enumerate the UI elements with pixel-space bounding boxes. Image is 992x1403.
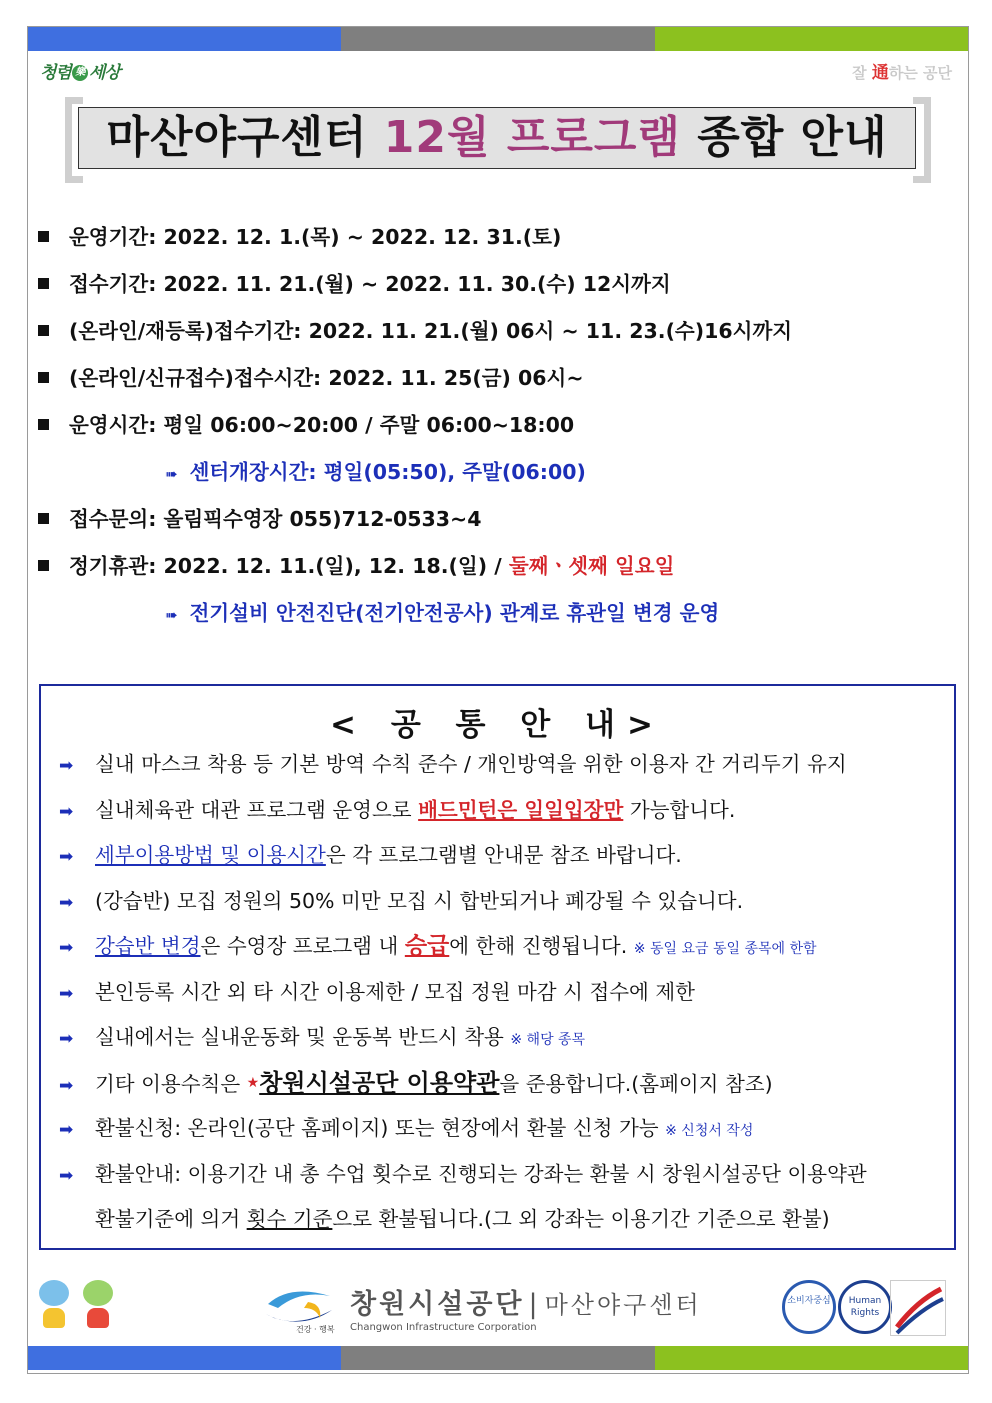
corp-name xyxy=(350,1282,702,1321)
arrow-icon: ➡ xyxy=(59,892,74,913)
certification-badge xyxy=(890,1280,946,1336)
notice-highlight: 창원시설공단 이용약관 xyxy=(259,1068,500,1097)
stripe-blue xyxy=(28,27,341,51)
slogan-accent: 通 xyxy=(871,63,889,83)
notice-highlight: 세부이용방법 및 이용시간 xyxy=(95,843,326,867)
title-highlight: 12월 프로그램 xyxy=(383,112,681,163)
star-icon: ★ xyxy=(246,1074,260,1091)
info-online-new xyxy=(38,359,938,406)
bottom-color-stripe xyxy=(28,1346,968,1370)
square-bullet-icon xyxy=(38,513,49,524)
notice-item xyxy=(59,970,949,1016)
logo-text: 세상 xyxy=(88,63,120,83)
notice-text: 환불기준에 의거 xyxy=(95,1207,247,1231)
notice-item xyxy=(59,1152,949,1198)
divider: | xyxy=(528,1289,541,1320)
square-bullet-icon xyxy=(38,278,49,289)
certification-emblem-icon xyxy=(891,1281,945,1335)
arrow-icon: ➡ xyxy=(59,1165,74,1186)
arrow-icon: ➡ xyxy=(59,1029,74,1049)
slogan-text: 하는 공단 xyxy=(888,64,952,82)
notice-text: 기타 이용수칙은 xyxy=(95,1071,247,1096)
center-name: 마산야구센터 xyxy=(544,1291,702,1319)
mascot-icon xyxy=(80,1280,116,1328)
arrow-icon: ➠ xyxy=(165,465,178,483)
stripe-gray xyxy=(341,27,654,51)
stripe-green xyxy=(655,27,968,51)
stripe-gray xyxy=(341,1346,654,1370)
notice-item-continued xyxy=(59,1197,949,1243)
notice-title: < 공 통 안 내> xyxy=(330,707,665,743)
notice-note: ※ 신청서 작성 xyxy=(665,1123,754,1139)
info-text: (온라인/재등록)접수기간: 2022. 11. 21.(월) 06시 ~ 11. 23.(수)16시까지 xyxy=(69,319,793,343)
arrow-icon: ➡ xyxy=(59,938,74,958)
info-text: 접수기간: 2022. 11. 21.(월) ~ 2022. 11. 30.(수) 12시까지 xyxy=(69,272,671,296)
notice-item xyxy=(59,1015,949,1061)
info-text: 운영시간: 평일 06:00~20:00 / 주말 06:00~18:00 xyxy=(69,413,575,437)
common-notice-box xyxy=(39,684,956,1250)
notice-text: (강습반) 모집 정원의 50% 미만 모집 시 합반되거나 폐강될 수 있습니다. xyxy=(95,888,744,913)
info-closed xyxy=(38,547,938,594)
title-part: 종합 안내 xyxy=(680,112,888,163)
notice-text: 은 수영장 프로그램 내 xyxy=(200,934,405,958)
corp-name-text: 창원시설공단 xyxy=(350,1289,525,1320)
notice-item xyxy=(59,1106,949,1152)
notice-note: ※ 해당 종목 xyxy=(510,1032,586,1048)
notice-list xyxy=(59,742,949,1243)
notice-text: 으로 환불됩니다.(그 외 강좌는 이용기간 기준으로 환불) xyxy=(332,1207,830,1231)
mascot-body xyxy=(87,1308,109,1328)
arrow-icon: ➡ xyxy=(59,847,74,867)
notice-highlight: 배드민턴은 일일입장만 xyxy=(418,797,624,822)
info-online-re xyxy=(38,312,938,359)
info-reception xyxy=(38,265,938,312)
square-bullet-icon xyxy=(38,419,49,430)
notice-highlight: 승급 xyxy=(404,933,450,959)
title-part: 마산야구센터 xyxy=(106,112,384,163)
info-text: (온라인/신규접수)접수시간: 2022. 11. 25(금) 06시~ xyxy=(69,366,584,390)
info-contact xyxy=(38,500,938,547)
info-text: 정기휴관: 2022. 12. 11.(일), 12. 18.(일) / xyxy=(69,554,509,578)
info-text: 전기설비 안전진단(전기안전공사) 관계로 휴관일 변경 운영 xyxy=(189,601,720,625)
mascot-icon xyxy=(36,1280,72,1328)
notice-text: 실내체육관 대관 프로그램 운영으로 xyxy=(95,797,419,822)
slogan-text: 잘 xyxy=(852,64,872,82)
notice-item xyxy=(59,879,949,925)
info-list xyxy=(38,218,938,641)
notice-item xyxy=(59,1061,949,1107)
footer xyxy=(28,1268,968,1344)
notice-item xyxy=(59,833,949,879)
square-bullet-icon xyxy=(38,560,49,571)
mascot-head xyxy=(39,1280,69,1306)
notice-item xyxy=(59,788,949,834)
info-period xyxy=(38,218,938,265)
notice-text: 실내에서는 실내운동화 및 운동복 반드시 착용 xyxy=(95,1025,511,1049)
info-text: 접수문의: 올림픽수영장 055)712-0533~4 xyxy=(69,507,482,531)
title-banner xyxy=(65,97,931,183)
stripe-green xyxy=(655,1346,968,1370)
mascot-body xyxy=(43,1308,65,1328)
badge-text: Human Rights xyxy=(848,1296,882,1318)
info-text: 센터개장시간: 평일(05:50), 주말(06:00) xyxy=(189,460,586,484)
corp-english-name: Changwon Infrastructure Corporation xyxy=(350,1322,537,1333)
square-bullet-icon xyxy=(38,231,49,242)
badge-text: 소비자중심 xyxy=(787,1296,831,1306)
notice-note: ※ 동일 요금 동일 종목에 한함 xyxy=(633,941,817,957)
arrow-icon: ➡ xyxy=(59,1120,74,1140)
notice-text: 본인등록 시간 외 타 시간 이용제한 / 모집 정원 마감 시 접수에 제한 xyxy=(95,979,695,1004)
notice-item xyxy=(59,924,949,970)
notice-text: 가능합니다. xyxy=(623,797,736,822)
notice-text: 에 한해 진행됩니다. xyxy=(449,934,634,958)
arrow-icon: ➠ xyxy=(165,606,178,624)
emblem-caption: 건강 · 행복 xyxy=(296,1325,335,1334)
notice-text: 은 각 프로그램별 안내문 참조 바랍니다. xyxy=(325,843,682,867)
logo-ball-icon: 樂 xyxy=(72,65,88,81)
notice-highlight: 강습반 변경 xyxy=(95,934,201,958)
arrow-icon: ➡ xyxy=(59,756,74,776)
notice-text: 을 준용합니다.(홈페이지 참조) xyxy=(499,1071,773,1096)
clean-world-logo xyxy=(40,58,120,83)
slogan-logo xyxy=(852,58,952,83)
human-rights-badge xyxy=(838,1280,892,1334)
logo-text: 청렴 xyxy=(40,63,71,83)
info-hours xyxy=(38,406,938,453)
square-bullet-icon xyxy=(38,372,49,383)
notice-item xyxy=(59,742,949,788)
info-closed-note xyxy=(38,594,938,641)
info-highlight: 둘째ㆍ셋째 일요일 xyxy=(508,554,675,578)
stripe-blue xyxy=(28,1346,341,1370)
notice-highlight: 횟수 기준 xyxy=(246,1207,333,1231)
mascot-head xyxy=(83,1280,113,1306)
arrow-icon: ➡ xyxy=(59,801,74,822)
arrow-icon: ➡ xyxy=(59,1075,74,1096)
info-text: 운영기간: 2022. 12. 1.(목) ~ 2022. 12. 31.(토) xyxy=(69,225,562,249)
page-title xyxy=(78,107,916,169)
info-open-time xyxy=(38,453,938,500)
consumer-centered-badge xyxy=(782,1280,836,1334)
arrow-icon: ➡ xyxy=(59,983,74,1004)
notice-text: 실내 마스크 착용 등 기본 방역 수칙 준수 / 개인방역을 위한 이용자 간 거리두기 유지 xyxy=(95,752,847,776)
notice-text: 환불안내: 이용기간 내 총 수업 횟수로 진행되는 강좌는 환불 시 창원시설공단 이용약관 xyxy=(95,1161,867,1186)
square-bullet-icon xyxy=(38,325,49,336)
notice-text: 환불신청: 온라인(공단 홈페이지) 또는 현장에서 환불 신청 가능 xyxy=(95,1116,666,1140)
top-color-stripe xyxy=(28,27,968,51)
